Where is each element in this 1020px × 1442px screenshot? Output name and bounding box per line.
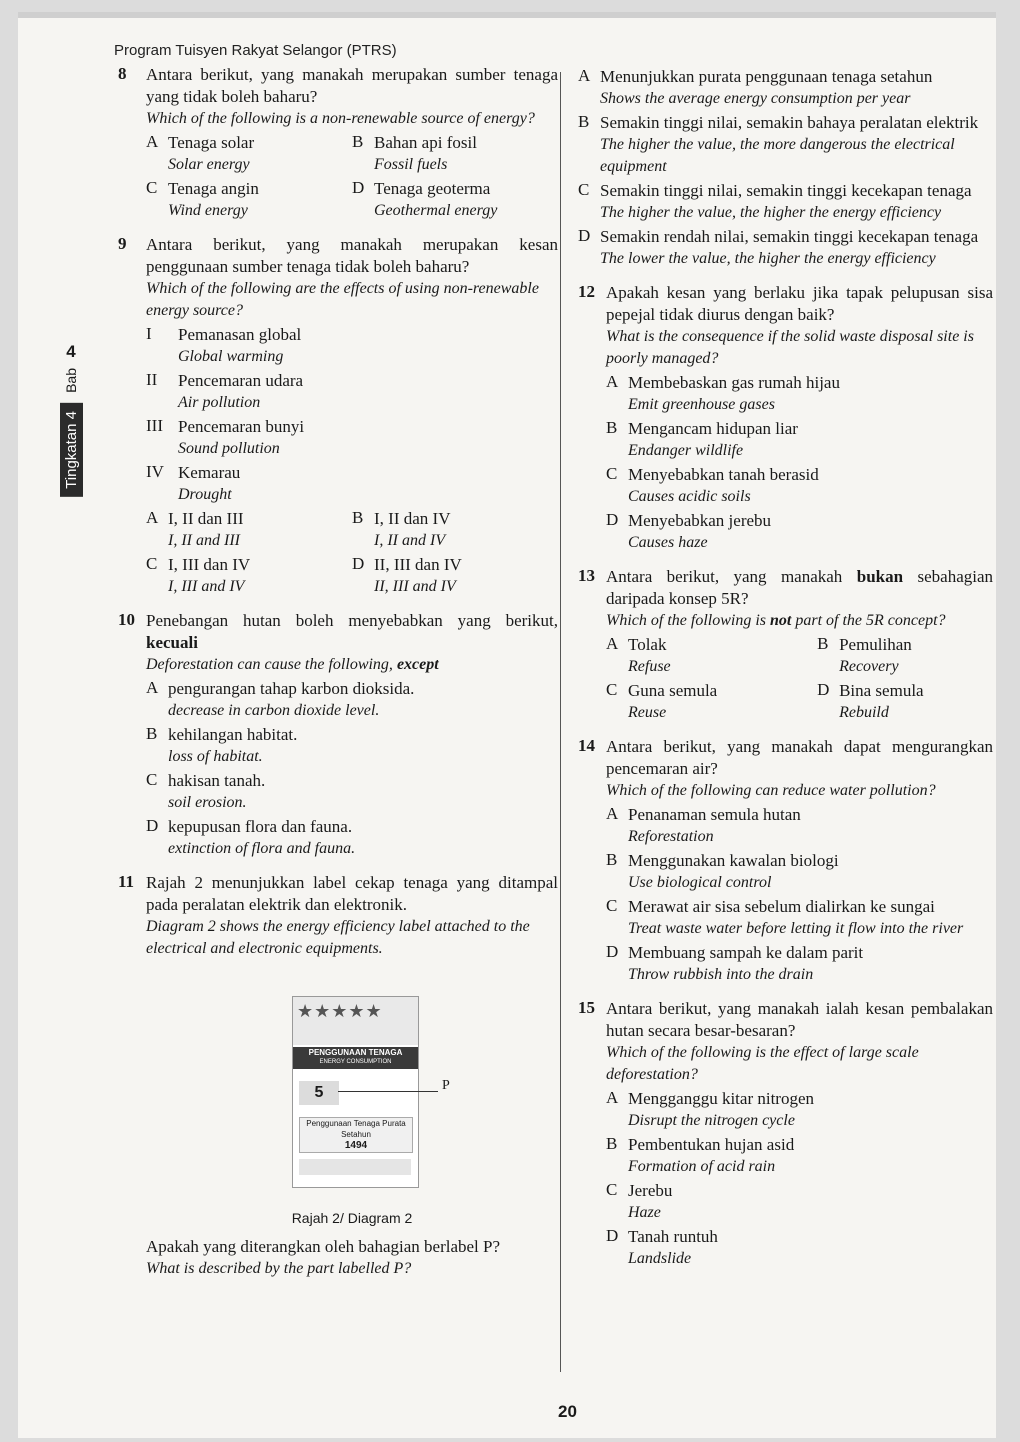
question-translation	[146, 654, 558, 676]
question-text: Antara berikut, yang manakah merupakan sumber tenaga yang tidak boleh baharu?	[146, 65, 558, 106]
option-translation: Disrupt the nitrogen cycle	[628, 1112, 795, 1129]
option-c[interactable]	[578, 180, 993, 224]
option-text: Menyebabkan jerebu	[628, 511, 772, 530]
option-letter: B	[146, 724, 158, 743]
question-text: Antara berikut, yang manakah dapat mengurangkan pencemaran air?	[606, 737, 993, 778]
option-text: Tenaga angin	[168, 179, 259, 198]
right-column	[578, 64, 993, 1282]
option-text: Mengganggu kitar nitrogen	[628, 1089, 815, 1108]
option-c[interactable]	[146, 770, 558, 814]
translation-main: Which of the following is	[606, 612, 766, 629]
option-letter: C	[606, 896, 618, 915]
question-text: Antara berikut, yang manakah ialah kesan pembalakan hutan secara besar-besaran?	[606, 999, 993, 1040]
statement-translation: Air pollution	[178, 394, 261, 411]
pointer-label: P	[442, 1078, 450, 1093]
question-8	[118, 64, 558, 222]
option-a[interactable]	[146, 508, 352, 552]
option-c[interactable]	[146, 554, 352, 598]
option-text: Semakin rendah nilai, semakin tinggi kecekapan tenaga	[600, 227, 979, 246]
option-d[interactable]	[146, 816, 558, 860]
option-text: Menyebabkan tanah berasid	[628, 465, 819, 484]
consumption-value: 1494	[344, 1140, 368, 1151]
question-text	[146, 610, 558, 654]
statement-text: Pencemaran bunyi	[178, 417, 305, 436]
option-text: Tenaga solar	[168, 133, 255, 152]
question-text: Rajah 2 menunjukkan label cekap tenaga yang ditampal pada peralatan elektrik dan elektronik.	[146, 873, 558, 914]
band-title: PENGGUNAAN TENAGA	[308, 1048, 403, 1057]
option-letter: C	[146, 554, 158, 573]
translation-emphasis: except	[396, 656, 439, 673]
band-subtitle: ENERGY CONSUMPTION	[319, 1059, 392, 1065]
label-header	[293, 997, 418, 1045]
option-letter: C	[606, 464, 618, 483]
option-letter: B	[606, 418, 618, 437]
pointer-line	[338, 1091, 438, 1092]
option-a[interactable]	[146, 132, 352, 176]
option-d[interactable]	[606, 942, 993, 986]
option-a[interactable]	[606, 804, 993, 848]
form-level: Tingkatan 4	[60, 403, 83, 497]
energy-efficiency-label	[292, 996, 419, 1188]
question-number: 13	[578, 566, 595, 585]
question-number: 8	[118, 64, 127, 83]
option-translation: Use biological control	[628, 874, 772, 891]
question-translation: What is the consequence if the solid waste disposal site is poorly managed?	[606, 328, 974, 367]
page-number: 20	[558, 1402, 577, 1421]
option-d[interactable]	[352, 554, 558, 598]
question-translation	[606, 610, 993, 632]
statement-number: III	[146, 416, 163, 435]
option-translation: Reuse	[628, 704, 667, 721]
option-translation: Throw rubbish into the drain	[628, 966, 814, 983]
option-c[interactable]	[606, 1180, 993, 1224]
chapter-label: Bab	[63, 368, 79, 393]
question-text-emphasis: kecuali	[146, 633, 198, 652]
option-b[interactable]	[606, 418, 993, 462]
star-rating-icons: ★★★★★	[297, 1001, 383, 1021]
option-letter: B	[606, 1134, 618, 1153]
translation-emphasis: not	[770, 612, 792, 629]
option-letter: D	[606, 510, 619, 529]
chapter-number: 4	[66, 342, 76, 361]
option-letter: D	[606, 942, 619, 961]
option-letter: B	[352, 132, 364, 151]
option-text: II, III dan IV	[374, 555, 462, 574]
question-15	[578, 998, 993, 1270]
option-text: pengurangan tahap karbon dioksida.	[168, 679, 415, 698]
diagram-caption: Rajah 2/ Diagram 2	[291, 1210, 413, 1226]
statement-translation: Drought	[178, 486, 232, 503]
statement-text: Pencemaran udara	[178, 371, 304, 390]
question-text	[606, 566, 993, 610]
option-letter: A	[606, 634, 619, 653]
option-translation: Reforestation	[628, 828, 714, 845]
option-text: Menunjukkan purata penggunaan tenaga setahun	[600, 67, 933, 86]
option-text: hakisan tanah.	[168, 771, 266, 790]
question-text-emphasis: bukan	[856, 567, 904, 586]
translation-main: Deforestation can cause the following,	[146, 656, 393, 673]
option-letter: C	[606, 680, 618, 699]
energy-label-diagram	[252, 966, 452, 1206]
label-footer	[299, 1159, 411, 1175]
option-letter: A	[146, 508, 159, 527]
option-d[interactable]	[578, 226, 993, 270]
consumption-title: Penggunaan Tenaga Purata Setahun	[306, 1119, 406, 1139]
question-translation: Which of the following is a non-renewable source of energy?	[146, 110, 535, 127]
translation-end: part of the 5R concept?	[795, 612, 946, 629]
option-translation: Causes haze	[628, 534, 708, 551]
option-text: Pembentukan hujan asid	[628, 1135, 795, 1154]
option-letter: C	[606, 1180, 618, 1199]
option-letter: C	[146, 178, 158, 197]
option-b[interactable]	[146, 724, 558, 768]
option-d[interactable]	[352, 178, 558, 222]
question-text-main: Penebangan hutan boleh menyebabkan yang berikut,	[146, 611, 558, 630]
statement-translation: Sound pollution	[178, 440, 280, 457]
option-c[interactable]	[606, 464, 993, 508]
option-translation: Haze	[628, 1204, 661, 1221]
chapter-side-tab	[58, 342, 84, 552]
sub-question-translation: What is described by the part labelled P?	[146, 1260, 412, 1277]
option-c[interactable]	[606, 680, 817, 724]
option-letter: B	[606, 850, 618, 869]
option-translation: The lower the value, the higher the energy efficiency	[600, 250, 936, 267]
option-b[interactable]	[817, 634, 993, 678]
option-text: Semakin tinggi nilai, semakin bahaya peralatan elektrik	[600, 113, 979, 132]
option-translation: The higher the value, the more dangerous the electrical equipment	[600, 136, 955, 175]
option-translation: Endanger wildlife	[628, 442, 744, 459]
question-number: 15	[578, 998, 595, 1017]
option-letter: A	[606, 372, 619, 391]
option-text: Membuang sampah ke dalam parit	[628, 943, 864, 962]
option-translation: Fossil fuels	[374, 156, 448, 173]
option-translation: extinction of flora and fauna.	[168, 840, 356, 857]
worksheet-page	[18, 12, 996, 1438]
statement-i	[146, 324, 558, 368]
question-text: Antara berikut, yang manakah merupakan kesan penggunaan sumber tenaga tidak boleh baharu?	[146, 235, 558, 276]
question-translation: Which of the following can reduce water pollution?	[606, 782, 936, 799]
option-letter: D	[817, 680, 830, 699]
option-b[interactable]	[352, 508, 558, 552]
statement-iii	[146, 416, 558, 460]
option-translation: I, III and IV	[168, 578, 245, 595]
option-letter: D	[146, 816, 159, 835]
option-translation: Treat waste water before letting it flow into the river	[628, 920, 964, 937]
option-letter: A	[578, 66, 591, 85]
option-letter: A	[146, 132, 159, 151]
statement-text: Pemanasan global	[178, 325, 302, 344]
sub-question: Apakah yang diterangkan oleh bahagian berlabel P?	[146, 1237, 501, 1256]
top-edge	[18, 12, 996, 18]
statement-ii	[146, 370, 558, 414]
statement-iv	[146, 462, 558, 506]
option-d[interactable]	[606, 510, 993, 554]
option-letter: A	[606, 804, 619, 823]
question-11-options	[578, 66, 993, 270]
option-text: Mengancam hidupan liar	[628, 419, 798, 438]
option-text: I, II dan IV	[374, 509, 451, 528]
question-14	[578, 736, 993, 986]
option-translation: Rebuild	[839, 704, 889, 721]
option-translation: I, II and III	[168, 532, 240, 549]
option-translation: Causes acidic soils	[628, 488, 751, 505]
statement-number: II	[146, 370, 158, 389]
option-letter: B	[578, 112, 590, 131]
option-letter: D	[352, 178, 365, 197]
option-text: Bina semula	[839, 681, 924, 700]
left-column	[118, 64, 558, 1292]
option-letter: A	[606, 1088, 619, 1107]
question-13	[578, 566, 993, 724]
question-text-end: sebahagian daripada konsep 5R?	[606, 567, 994, 608]
option-translation: Recovery	[839, 658, 899, 675]
question-translation: Diagram 2 shows the energy efficiency label attached to the electrical and electronic equipments.	[146, 918, 530, 957]
option-translation: Wind energy	[168, 202, 248, 219]
option-c[interactable]	[606, 896, 993, 940]
option-translation: Geothermal energy	[374, 202, 498, 219]
statement-number: IV	[146, 462, 164, 481]
option-letter: D	[606, 1226, 619, 1245]
option-text: Semakin tinggi nilai, semakin tinggi kecekapan tenaga	[600, 181, 972, 200]
question-12	[578, 282, 993, 554]
question-number: 12	[578, 282, 595, 301]
option-letter: D	[352, 554, 365, 573]
option-a[interactable]	[606, 1088, 993, 1132]
question-9	[118, 234, 558, 598]
option-text: kepupusan flora dan fauna.	[168, 817, 353, 836]
option-translation: I, II and IV	[374, 532, 446, 549]
option-a[interactable]	[146, 678, 558, 722]
question-text-main: Antara berikut, yang manakah	[606, 567, 843, 586]
rating-value: 5	[299, 1081, 339, 1105]
option-text: kehilangan habitat.	[168, 725, 298, 744]
option-text: Pemulihan	[839, 635, 912, 654]
question-number: 10	[118, 610, 135, 629]
option-translation: Solar energy	[168, 156, 250, 173]
option-translation: Formation of acid rain	[628, 1158, 776, 1175]
option-text: Tolak	[628, 635, 667, 654]
option-letter: B	[817, 634, 829, 653]
question-number: 11	[118, 872, 135, 891]
option-a[interactable]	[578, 66, 993, 110]
option-translation: Refuse	[628, 658, 671, 675]
question-text: Apakah kesan yang berlaku jika tapak pelupusan sisa pepejal tidak diurus dengan baik?	[606, 283, 993, 324]
option-text: Penanaman semula hutan	[628, 805, 801, 824]
option-b[interactable]	[352, 132, 558, 176]
option-letter: B	[352, 508, 364, 527]
question-number: 9	[118, 234, 127, 253]
column-divider	[560, 72, 561, 1372]
label-band	[293, 1047, 418, 1069]
option-translation: decrease in carbon dioxide level.	[168, 702, 380, 719]
option-d[interactable]	[606, 1226, 993, 1270]
option-translation: II, III and IV	[374, 578, 456, 595]
option-text: I, III dan IV	[168, 555, 251, 574]
option-b[interactable]	[578, 112, 993, 178]
option-translation: Shows the average energy consumption per year	[600, 90, 911, 107]
option-text: Guna semula	[628, 681, 718, 700]
option-letter: D	[578, 226, 591, 245]
option-text: Tanah runtuh	[628, 1227, 718, 1246]
option-translation: loss of habitat.	[168, 748, 263, 765]
option-translation: Emit greenhouse gases	[628, 396, 775, 413]
option-letter: A	[146, 678, 159, 697]
option-text: Menggunakan kawalan biologi	[628, 851, 839, 870]
option-translation: Landslide	[628, 1250, 692, 1267]
option-c[interactable]	[146, 178, 352, 222]
option-text: I, II dan III	[168, 509, 244, 528]
question-number: 14	[578, 736, 595, 755]
option-text: Tenaga geoterma	[374, 179, 491, 198]
statement-text: Kemarau	[178, 463, 241, 482]
option-translation: The higher the value, the higher the energy efficiency	[600, 204, 942, 221]
option-b[interactable]	[606, 1134, 993, 1178]
question-translation: Which of the following is the effect of large scale deforestation?	[606, 1044, 919, 1083]
statement-translation: Global warming	[178, 348, 284, 365]
option-a[interactable]	[606, 372, 993, 416]
option-d[interactable]	[817, 680, 993, 724]
option-text: Merawat air sisa sebelum dialirkan ke sungai	[628, 897, 935, 916]
statement-number: I	[146, 324, 152, 343]
option-letter: C	[146, 770, 158, 789]
option-letter: C	[578, 180, 590, 199]
option-text: Jerebu	[628, 1181, 673, 1200]
option-a[interactable]	[606, 634, 817, 678]
question-11	[118, 872, 558, 1280]
program-header: Program Tuisyen Rakyat Selangor (PTRS)	[114, 42, 397, 59]
option-text: Bahan api fosil	[374, 133, 477, 152]
question-10	[118, 610, 558, 860]
option-translation: soil erosion.	[168, 794, 247, 811]
option-text: Membebaskan gas rumah hijau	[628, 373, 840, 392]
consumption-box	[299, 1117, 413, 1153]
option-b[interactable]	[606, 850, 993, 894]
question-translation: Which of the following are the effects of using non-renewable energy source?	[146, 280, 539, 319]
